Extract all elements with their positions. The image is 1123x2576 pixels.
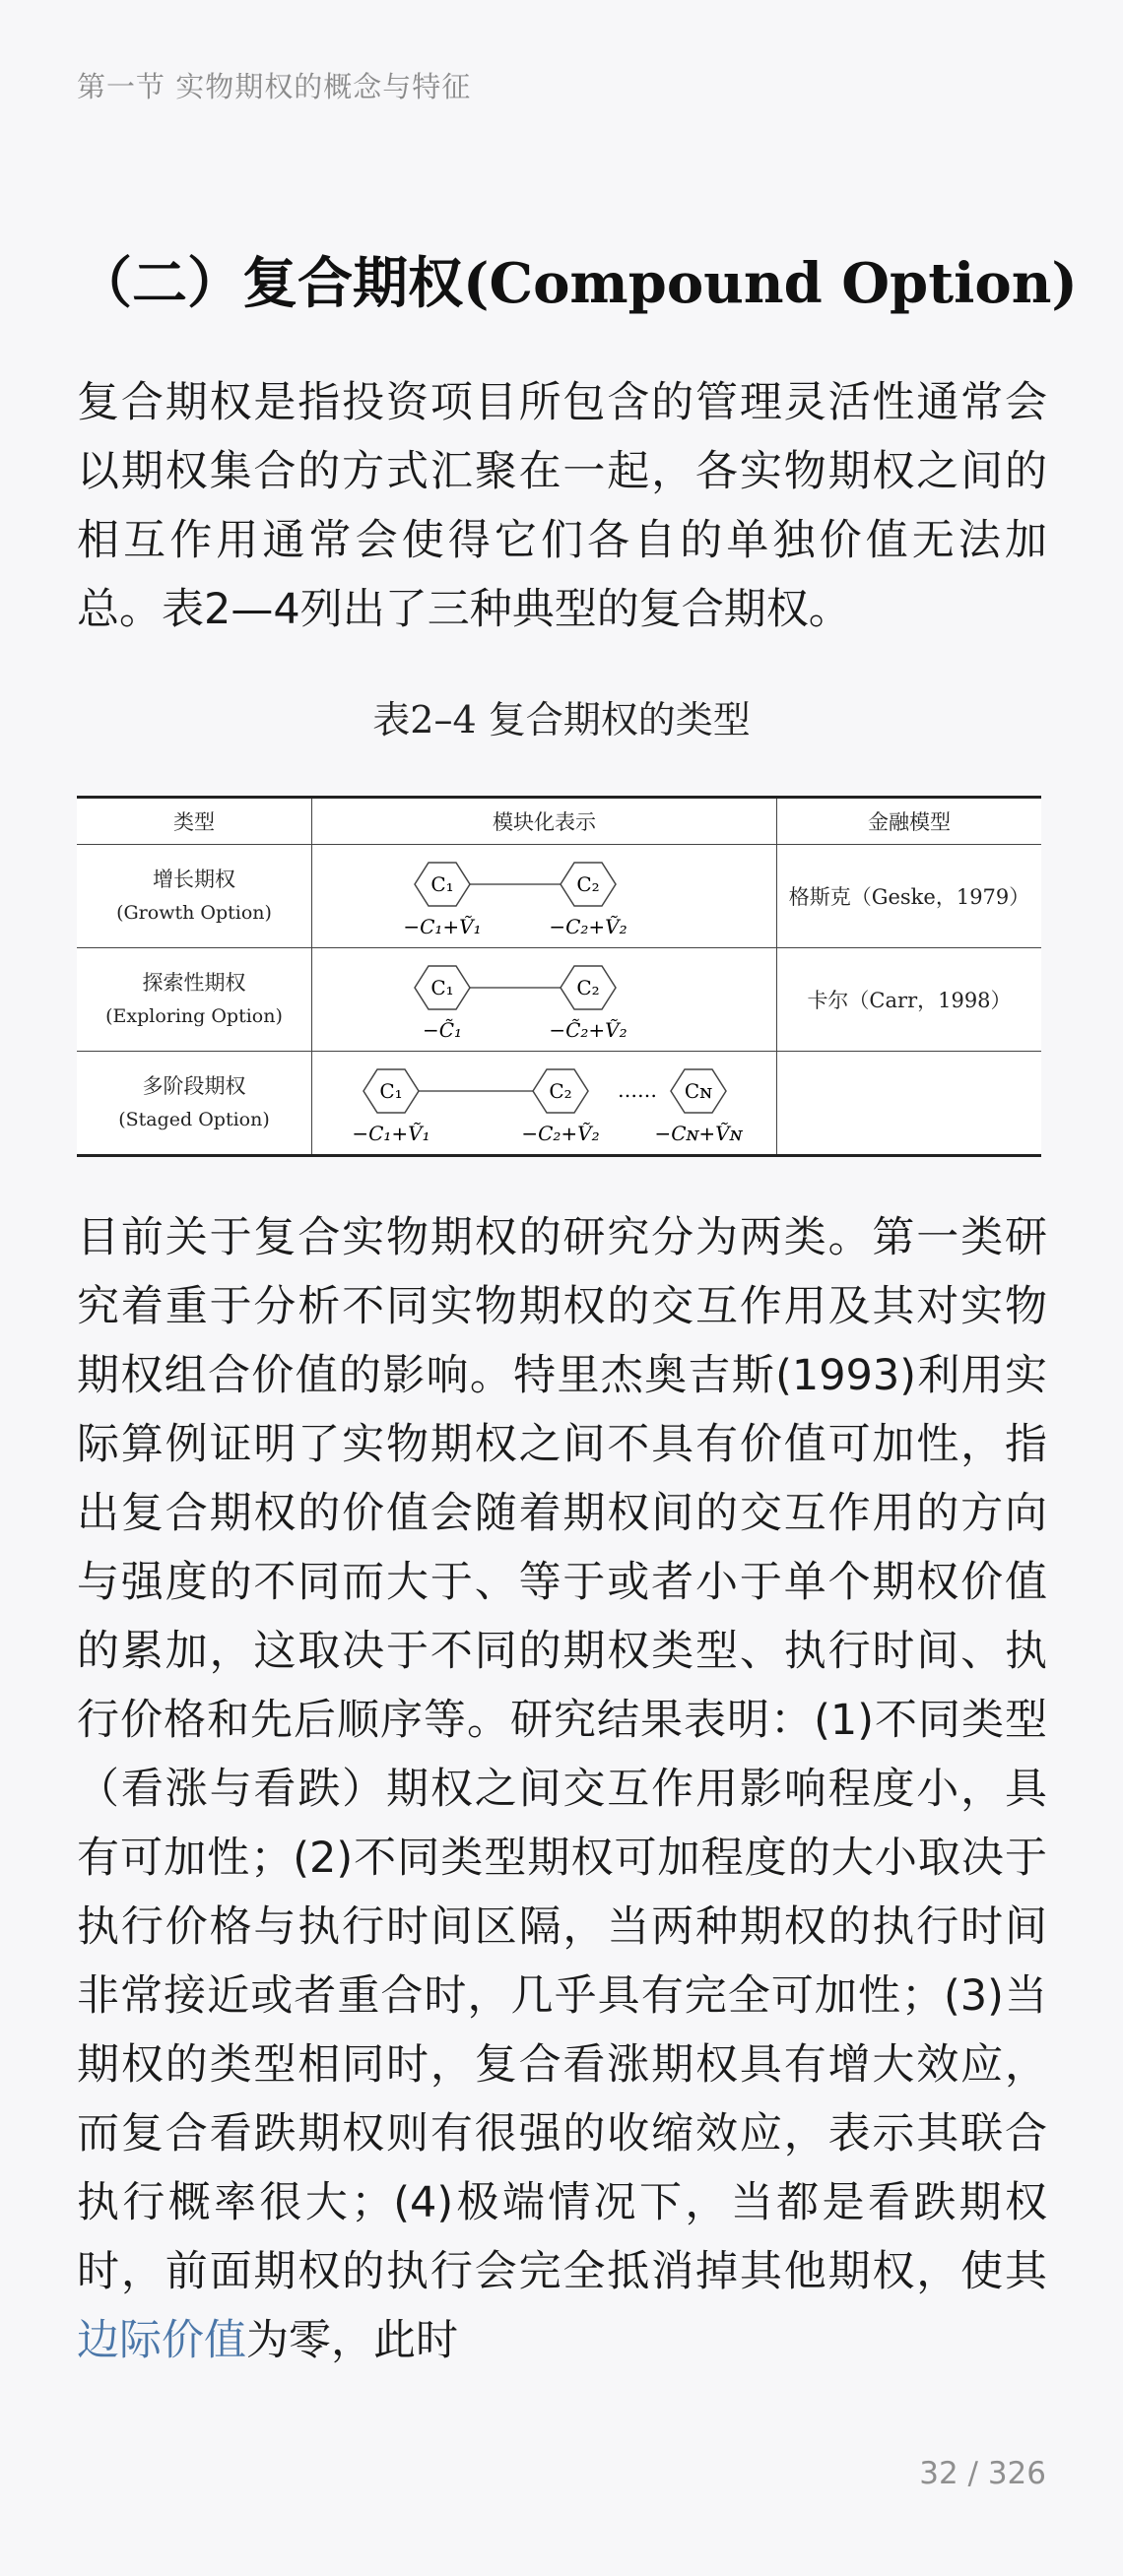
node-value-label: −C₂+Ṽ₂ (548, 915, 628, 938)
cell-type (77, 948, 312, 1052)
header-type: 类型 (77, 798, 312, 845)
section-title: （二）复合期权(Compound Option) (77, 251, 1078, 316)
paragraph-research (77, 1203, 1047, 2375)
cell-model: 卡尔（Carr，1998） (777, 948, 1042, 1052)
table-header-row (77, 798, 1041, 845)
modular-diagram (338, 847, 752, 945)
node-label: C₂ (575, 976, 600, 999)
modular-diagram (318, 1054, 771, 1152)
node-value-label: −Cɴ+Ṽɴ (653, 1122, 743, 1145)
compound-options-table (77, 796, 1041, 1157)
cell-diagram (312, 845, 777, 948)
node-value-label: −C̃₂+Ṽ₂ (548, 1018, 628, 1042)
node-label: Cɴ (684, 1079, 712, 1103)
cell-model (777, 1052, 1042, 1156)
node-value-label: −C₂+Ṽ₂ (520, 1122, 600, 1145)
marginal-value-link[interactable]: 边际价值 (77, 2316, 246, 2365)
ellipsis-label: …… (617, 1078, 657, 1102)
type-name-en: (Growth Option) (116, 902, 272, 924)
paragraph-text-tail: 为零，此时 (246, 2316, 458, 2365)
type-name-cn: 多阶段期权 (142, 1074, 246, 1098)
cell-type (77, 1052, 312, 1156)
node-label: C₁ (429, 976, 454, 999)
node-label: C₂ (575, 872, 600, 896)
type-name-en: (Staged Option) (118, 1109, 270, 1130)
node-value-label: −C̃₁ (422, 1018, 462, 1042)
table-caption: 表2–4 复合期权的类型 (372, 698, 751, 741)
table-row (77, 1052, 1041, 1156)
type-name-en: (Exploring Option) (105, 1005, 283, 1027)
modular-diagram (338, 950, 752, 1049)
cell-diagram (312, 1052, 777, 1156)
node-label: C₂ (548, 1079, 572, 1103)
node-label: C₁ (429, 872, 454, 896)
cell-model: 格斯克（Geske，1979） (777, 845, 1042, 948)
cell-diagram (312, 948, 777, 1052)
table-row (77, 948, 1041, 1052)
header-model: 金融模型 (777, 798, 1042, 845)
table-row (77, 845, 1041, 948)
node-value-label: −C₁+Ṽ₁ (351, 1122, 430, 1145)
header-representation: 模块化表示 (312, 798, 777, 845)
paragraph-intro: 复合期权是指投资项目所包含的管理灵活性通常会以期权集合的方式汇聚在一起，各实物期权之间的相互作用通常会使得它们各自的单独价值无法加总。表2—4列出了三种典型的复合期权。 (77, 378, 1047, 634)
running-header: 第一节 实物期权的概念与特征 (77, 70, 472, 103)
type-name-cn: 增长期权 (153, 868, 235, 891)
paragraph-text: 目前关于复合实物期权的研究分为两类。第一类研究着重于分析不同实物期权的交互作用及其对实物期权组合价值的影响。特里杰奥吉斯(1993)利用实际算例证明了实物期权之间不具有价值可加性，指出复合期权的价值会随着期权间的交互作用的方向与强度的不同而大于、等于或者小于单个期权价值的累加，这取决于不同的期权类型、执行时间、执行价格和先后顺序等。研究结果表明：(1)不同类型（看涨与看跌）期权之间交互作用影响程度小，具有可加性；(2)不同类型期权可加程度的大小取决于执行价格与执行时间区隔，当两种期权的执行时间非常接近或者重合时，几乎具有完全可加性；(3)当期权的类型相同时，复合看涨期权具有增大效应，而复合看跌期权则有很强的收缩效应，表示其联合执行概率很大；(4)极端情况下，当都是看跌期权时，前面期权的执行会完全抵消掉其他期权，使其 (77, 1213, 1047, 2296)
node-value-label: −C₁+Ṽ₁ (402, 915, 482, 938)
type-name-cn: 探索性期权 (142, 971, 246, 995)
cell-type (77, 845, 312, 948)
page-indicator: 32 / 326 (919, 2456, 1046, 2491)
node-label: C₁ (378, 1079, 403, 1103)
